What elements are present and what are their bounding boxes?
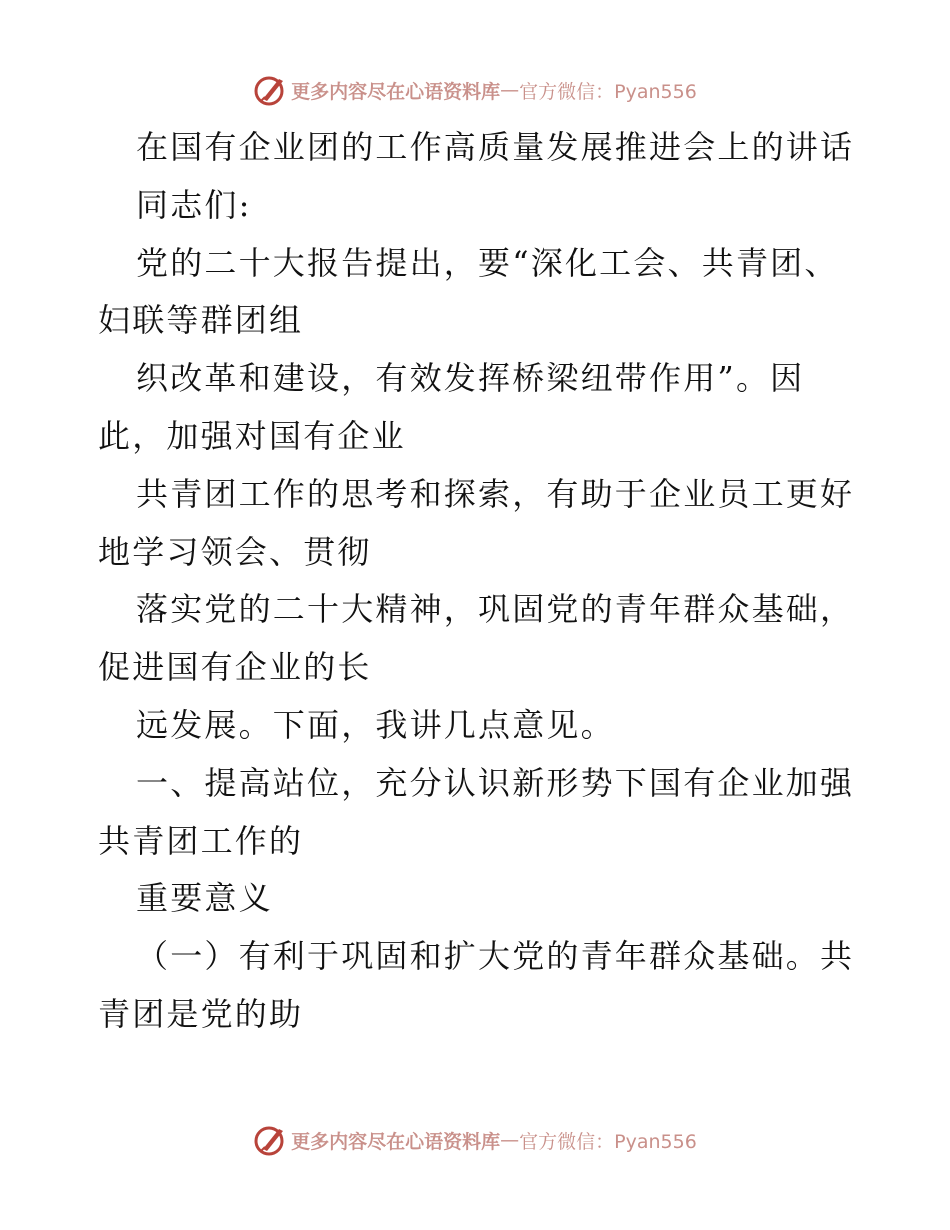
salutation: 同志们: (136, 185, 252, 224)
document-body (98, 119, 858, 1044)
quill-pen-circle-icon (253, 1123, 287, 1157)
section-heading-cont: 共青团工作的 (98, 821, 304, 860)
watermark-sub-text: 官方微信：Pyan556 (519, 1130, 697, 1153)
text-line: 此，加强对国有企业 (98, 416, 406, 455)
watermark-main-text: 更多内容尽在心语资料库 (291, 80, 501, 103)
watermark-dash: — (500, 1129, 520, 1151)
section-heading-cont: 重要意义 (136, 879, 273, 918)
document-title: 在国有企业团的工作高质量发展推进会上的讲话 (136, 128, 855, 166)
text-line: 青团是党的助 (98, 994, 304, 1033)
watermark-dash: — (500, 79, 520, 101)
text-line: 党的二十大报告提出，要“深化工会、共青团、 (136, 243, 839, 282)
header-watermark (0, 70, 950, 110)
text-line: 促进国有企业的长 (98, 648, 372, 687)
text-line: 妇联等群团组 (98, 301, 304, 340)
watermark-sub-text: 官方微信：Pyan556 (519, 80, 697, 103)
text-line: 共青团工作的思考和探索，有助于企业员工更好 (136, 474, 855, 513)
text-line: 落实党的二十大精神，巩固党的青年群众基础， (136, 590, 855, 629)
quill-pen-circle-icon (253, 73, 287, 107)
text-line: 织改革和建设，有效发挥桥梁纽带作用”。因 (136, 359, 805, 398)
text-line: 远发展。下面，我讲几点意见。 (136, 705, 615, 744)
subsection-line: （一）有利于巩固和扩大党的青年群众基础。共 (136, 937, 855, 976)
section-heading: 一、提高站位，充分认识新形势下国有企业加强 (136, 763, 855, 802)
watermark-main-text: 更多内容尽在心语资料库 (291, 1130, 501, 1153)
footer-watermark (0, 1120, 950, 1160)
text-line: 地学习领会、贯彻 (98, 532, 372, 571)
